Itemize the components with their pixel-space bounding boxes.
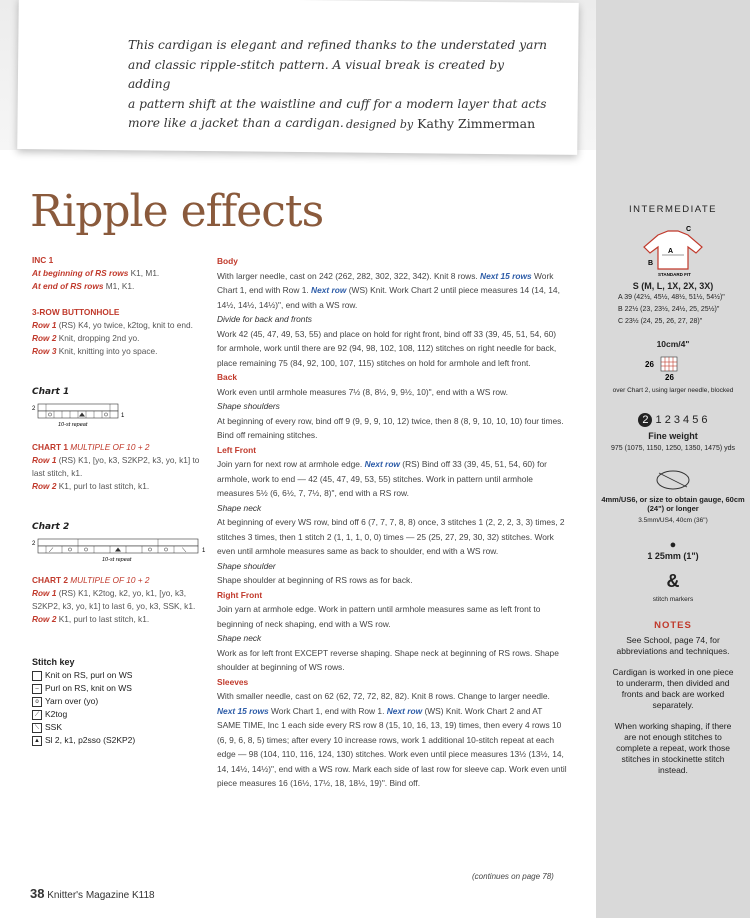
key-item <box>32 682 212 695</box>
next-row: Next row <box>311 285 347 295</box>
row-text: (RS) K1, [yo, k3, S2KP2, k3, yo, k1] to last stitch, k1. <box>32 455 200 478</box>
chart-row-label: 2 <box>32 541 36 547</box>
c1-row2 <box>32 480 212 493</box>
sidebar-content <box>596 200 750 776</box>
back-para2: At beginning of every row, bind off 9 (9, 9, 9, 10, 12) twice, then 8 (8, 9, 10, 10, 10) four times. Bind off remaining stitches. <box>217 415 564 440</box>
chart2-title: Chart 2 <box>32 522 70 532</box>
bh-row1 <box>32 319 212 332</box>
next-rows: Next 15 rows <box>217 705 269 716</box>
needle-size-2: 3.5mm/US4, 40cm (36") <box>638 517 708 524</box>
text: Work Chart 1, end with Row 1. <box>217 270 554 295</box>
text: With larger needle, cast on 242 (262, 282, 302, 322, 342). Knit 8 rows. <box>217 270 478 281</box>
gauge-icon <box>643 351 703 381</box>
key-label: Knit on RS, purl on WS <box>45 670 133 680</box>
stitch-key <box>32 656 212 747</box>
s2kp2-icon: ▲ <box>32 736 42 746</box>
section-right-front: Right Front <box>217 589 263 600</box>
rf-para1: Join yarn at armhole edge. Work in pattern until armhole measures same as left front to beginning of neck shaping, end with a WS row. <box>217 604 541 629</box>
chart2-heading <box>32 574 212 587</box>
row-label: Row 2 <box>32 333 57 343</box>
section-back: Back <box>217 372 238 382</box>
lf-para2: At beginning of every WS row, bind off 6 (7, 7, 7, 8, 8) once, 3 stitches 1 (2, 2, 2, 3, 3) times, 2 stitches 3 times, then 1 stitch 2 (1, 1, 1, 0, 0) times — 25 (25, 27, 29, 30, 32) stitches. Work even until armhole measures same as back to shoulder, end with a WS row. <box>217 517 565 556</box>
yarn-weight-selected-icon: 2 <box>638 413 652 427</box>
markers: stitch markers <box>652 596 694 603</box>
chart-row-label: 2 <box>32 406 36 412</box>
schematic-label-a: A <box>668 248 674 255</box>
stitch-key-title: Stitch key <box>32 657 75 667</box>
chart1-title: Chart 1 <box>32 387 70 397</box>
note-1: See School, page 74, for abbreviations and techniques. <box>616 635 730 656</box>
next-rows: Next 15 rows <box>480 270 532 281</box>
row-text: K1, purl to last stitch, k1. <box>56 481 150 491</box>
needle-icon <box>653 467 693 493</box>
buttons: 1 25mm (1") <box>647 551 699 561</box>
row-label: At end of RS rows <box>32 281 104 291</box>
note-2: Cardigan is worked in one piece to underarm, then divided and fronts and back are worked separately. <box>612 667 734 710</box>
section-body: Body <box>217 256 238 266</box>
row-label: Row 1 <box>32 588 57 598</box>
sleeve-para <box>217 689 567 791</box>
intro-line: This cardigan is elegant and refined thanks to the understated yarn <box>128 38 548 52</box>
row-label: Row 2 <box>32 481 57 491</box>
measurement-c: C 23½ (24, 25, 26, 27, 28)" <box>618 318 703 325</box>
key-item <box>32 708 212 721</box>
page-number: 38 <box>30 886 45 901</box>
schematic-label-c: C <box>686 226 692 233</box>
sidebar <box>596 0 750 918</box>
needle-size: 4mm/US6, or size to obtain gauge, 60cm (24") or longer <box>601 495 745 513</box>
text: (WS) Knit. Work Chart 2 until piece measures 14 (14, 14, 14½, 14½, 14½)", end with a WS row. <box>217 285 560 310</box>
row-text: (RS) K1, K2tog, k2, yo, k1, [yo, k3, S2KP2, k3, yo, k1] to last 6, yo, k3, SSK, k1. <box>32 588 196 611</box>
text: (RS) Bind off 33 (39, 45, 51, 54, 60) for armhole, work to end — 42 (45, 47, 49, 53, 55) stitches. Work in pattern until armhole measures 5½ (6, 6½, 7, 7½, 8)", end with a RS row. <box>217 459 547 498</box>
inc1-end <box>32 280 212 293</box>
chart1-mult: MULTIPLE OF 10 + 2 <box>67 442 150 452</box>
k2tog-icon: ⟋ <box>32 710 42 720</box>
chart-row-label: 1 <box>202 548 206 554</box>
yardage: 975 (1075, 1150, 1250, 1350, 1475) yds <box>610 445 736 452</box>
schematic-label-b: B <box>648 260 654 267</box>
fit-label: STANDARD FIT <box>658 272 691 277</box>
inc1-rs <box>32 267 212 280</box>
intro-line: a pattern shift at the waistline and cuff for a modern layer that acts <box>128 96 547 111</box>
key-item <box>32 669 212 682</box>
text: Work Chart 1, end with Row 1. <box>268 705 385 716</box>
shape-neck-subhead: Shape neck <box>217 502 262 513</box>
key-label: K2tog <box>45 709 68 719</box>
shape-shoulder-subhead: Shape shoulder <box>217 560 276 571</box>
intro-line: more like a jacket than a cardigan. <box>128 116 344 130</box>
row-text: Knit, dropping 2nd yo. <box>56 333 140 343</box>
chart1-repeat: 10-st repeat <box>58 422 88 428</box>
c2-row1 <box>32 587 212 613</box>
svg-text:⟋: ⟋ <box>49 548 54 554</box>
continues-note: (continues on page 78) <box>472 872 554 881</box>
shape-neck-subhead: Shape neck <box>217 633 262 643</box>
section-sleeves: Sleeves <box>217 676 249 687</box>
row-label: Row 3 <box>32 346 57 356</box>
sizes: S (M, L, 1X, 2X, 3X) <box>632 281 714 291</box>
row-label: At beginning of RS rows <box>32 268 129 278</box>
gauge-rows: 26 <box>665 373 674 381</box>
shape-shoulders-subhead: Shape shoulders <box>217 401 280 411</box>
yarn-over-icon: o <box>32 697 42 707</box>
text: (WS) Knit. Work Chart 2 and AT SAME TIME, Inc 1 each side every RS row 8 (15, 10, 16, 13, 19) times, then every 4 rows 10 (6, 9, 6, 8, 5) times; after every 10 increase rows, work 1 additional 10-stitch repeat at each edge — 98 (104, 110, 116, 124, 130) stitches. Work even until piece measures 13½ (13½, 14, 14, 14½, 14½)", end with a WS row. Mark each side of last row for sleeve cap. Work even until piece measures 16 (16½, 17½, 18, 18½, 19)". Bind off. <box>217 705 567 788</box>
note-3: When working shaping, if there are not enough stitches to complete a repeat, work those stitches in stockinette stitch instead. <box>614 721 732 775</box>
section-left-front: Left Front <box>217 444 257 455</box>
bh-row3 <box>32 345 212 358</box>
measurement-b: B 22½ (23, 23½, 24½, 25, 25½)" <box>618 306 720 313</box>
gauge-stitches: 26 <box>645 360 654 369</box>
inc1-title: INC 1 <box>32 255 54 265</box>
sweater-schematic-icon <box>638 225 708 277</box>
notes-title: NOTES <box>654 620 692 631</box>
byline <box>346 116 535 131</box>
row-text: Knit, knitting into yo space. <box>56 346 158 356</box>
key-label: Yarn over (yo) <box>45 696 99 706</box>
gauge-size: 10cm/4" <box>656 339 690 349</box>
back-para1: Work even until armhole measures 7½ (8, 8½, 9, 9½, 10)", end with a WS row. <box>217 386 508 397</box>
yarn-weight-scale <box>596 413 750 427</box>
button-icon: ● <box>669 539 677 551</box>
chart-row-label: 1 <box>121 413 125 419</box>
row-label: Row 2 <box>32 614 57 624</box>
row-label: Row 1 <box>32 320 57 330</box>
body-para2: Work 42 (45, 47, 49, 53, 55) and place on hold for right front, bind off 33 (39, 45, 51, 54, 60) for armhole, work until there are 92 (94, 98, 102, 108, 112) stitches on right needle for back, place remaining 75 (84, 92, 100, 107, 115) stitches on hold for armhole and left front. <box>217 328 557 368</box>
chart1-label: CHART 1 <box>32 442 68 452</box>
next-row: Next row <box>364 459 400 469</box>
ssk-icon: ⟍ <box>32 723 42 733</box>
key-item <box>32 734 212 747</box>
next-row: Next row <box>386 705 423 716</box>
key-item <box>32 695 212 708</box>
body-para1 <box>217 269 567 313</box>
svg-text:⟍: ⟍ <box>182 548 187 554</box>
chart2-diagram <box>32 536 212 562</box>
yarn-weight: Fine weight <box>648 431 698 441</box>
chart2-repeat: 10-st repeat <box>102 557 132 562</box>
measurement-a: A 39 (42½, 45½, 48½, 51½, 54½)" <box>618 294 725 301</box>
row-text: K1, M1. <box>128 268 160 278</box>
purl-icon: – <box>32 684 42 694</box>
text: Join yarn for next row at armhole edge. <box>217 459 363 469</box>
chart1-heading <box>32 441 212 454</box>
intro-line: and classic ripple-stitch pattern. A visual break is created by adding <box>128 57 505 91</box>
key-label: Purl on RS, knit on WS <box>45 683 132 693</box>
designer-name: Kathy Zimmerman <box>417 116 536 131</box>
key-label: Sl 2, k1, p2sso (S2KP2) <box>45 735 136 745</box>
designed-by: designed by <box>346 118 414 131</box>
lf-para3: Shape shoulder at beginning of RS rows as for back. <box>217 575 413 585</box>
divide-subhead: Divide for back and fronts <box>217 314 312 324</box>
row-text: (RS) K4, yo twice, k2tog, knit to end. <box>56 320 193 330</box>
row-text: M1, K1. <box>103 281 135 291</box>
text: With smaller needle, cast on 62 (62, 72, 72, 82, 82). Knit 8 rows. Change to larger needle. <box>217 691 550 701</box>
chart2-mult: MULTIPLE OF 10 + 2 <box>67 575 150 585</box>
main-column <box>217 254 567 791</box>
key-label: SSK <box>45 722 63 732</box>
magazine-name: Knitter's Magazine K118 <box>47 890 155 901</box>
page-title: Ripple effects <box>30 186 324 237</box>
bh-row2 <box>32 332 212 345</box>
lf-para1 <box>217 457 567 501</box>
gauge-text: over Chart 2, using larger needle, blocked <box>612 387 734 394</box>
knit-icon <box>32 671 42 681</box>
chart2-label: CHART 2 <box>32 575 68 585</box>
skill-level: INTERMEDIATE <box>628 204 718 215</box>
chart1-diagram <box>32 401 132 429</box>
left-column <box>32 254 212 747</box>
buttonhole-title: 3-ROW BUTTONHOLE <box>32 307 120 317</box>
c1-row1 <box>32 454 212 480</box>
c2-row2 <box>32 613 212 626</box>
footer <box>30 886 155 901</box>
row-text: K1, purl to last stitch, k1. <box>56 614 150 624</box>
row-label: Row 1 <box>32 455 57 465</box>
markers-icon: & <box>666 571 680 591</box>
yarn-weight-numbers: 1 2 3 4 5 6 <box>655 414 708 426</box>
rf-para2: Work as for left front EXCEPT reverse shaping. Shape neck at beginning of RS rows. Shape shoulder at beginning of WS rows. <box>217 647 559 672</box>
key-item <box>32 721 212 734</box>
